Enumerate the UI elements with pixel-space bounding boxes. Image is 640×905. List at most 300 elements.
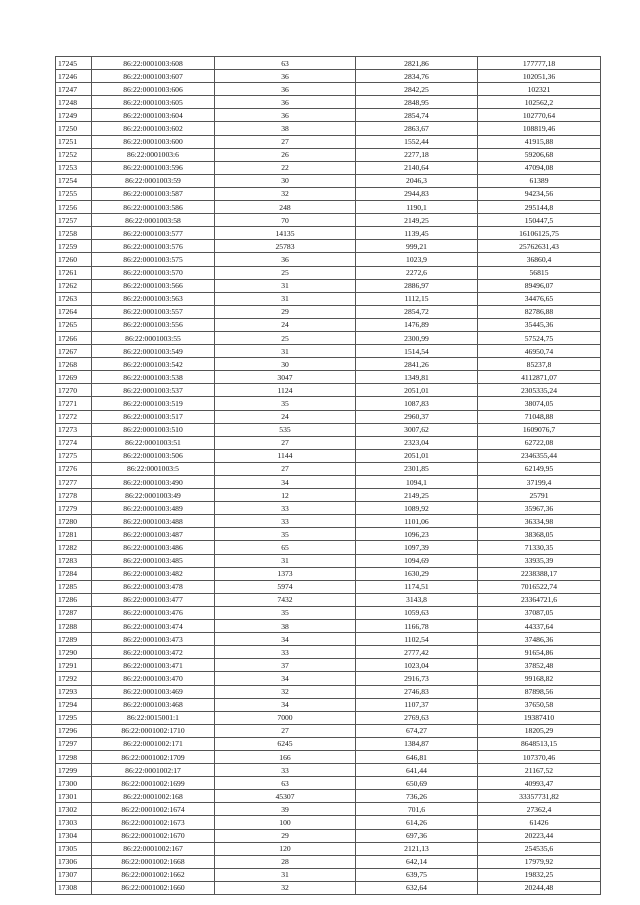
row-number-cell: 17285 bbox=[56, 580, 92, 593]
cadastral-number-cell: 86:22:0001003:486 bbox=[92, 541, 215, 554]
cadastral-number-cell: 86:22:0001003:596 bbox=[92, 161, 215, 174]
cadastral-value-cell: 23364721,6 bbox=[478, 593, 601, 606]
row-number-cell: 17268 bbox=[56, 358, 92, 371]
cadastral-value-cell: 25791 bbox=[478, 489, 601, 502]
cadastral-number-cell: 86:22:0001003:575 bbox=[92, 253, 215, 266]
cadastral-value-cell: 85237,8 bbox=[478, 358, 601, 371]
row-number-cell: 17270 bbox=[56, 384, 92, 397]
area-cell: 27 bbox=[215, 724, 356, 737]
area-cell: 248 bbox=[215, 201, 356, 214]
cadastral-value-cell: 59206,68 bbox=[478, 148, 601, 161]
area-cell: 34 bbox=[215, 476, 356, 489]
row-number-cell: 17256 bbox=[56, 201, 92, 214]
area-cell: 25 bbox=[215, 331, 356, 344]
cadastral-number-cell: 86:22:0001003:55 bbox=[92, 331, 215, 344]
unit-value-cell: 1097,39 bbox=[356, 541, 478, 554]
row-number-cell: 17273 bbox=[56, 423, 92, 436]
unit-value-cell: 2301,85 bbox=[356, 462, 478, 475]
cadastral-number-cell: 86:22:0001002:167 bbox=[92, 842, 215, 855]
cadastral-number-cell: 86:22:0001003:469 bbox=[92, 685, 215, 698]
cadastral-number-cell: 86:22:0001003:482 bbox=[92, 567, 215, 580]
cadastral-value-cell: 44337,64 bbox=[478, 620, 601, 633]
row-number-cell: 17262 bbox=[56, 279, 92, 292]
cadastral-number-cell: 86:22:0001003:587 bbox=[92, 187, 215, 200]
row-number-cell: 17279 bbox=[56, 502, 92, 515]
row-number-cell: 17277 bbox=[56, 476, 92, 489]
row-number-cell: 17261 bbox=[56, 266, 92, 279]
table-row bbox=[56, 672, 601, 685]
table-row bbox=[56, 423, 601, 436]
cadastral-number-cell: 86:22:0001003:557 bbox=[92, 305, 215, 318]
row-number-cell: 17283 bbox=[56, 554, 92, 567]
unit-value-cell: 2272,6 bbox=[356, 266, 478, 279]
area-cell: 24 bbox=[215, 410, 356, 423]
unit-value-cell: 2300,99 bbox=[356, 331, 478, 344]
unit-value-cell: 697,36 bbox=[356, 829, 478, 842]
table-row bbox=[56, 266, 601, 279]
cadastral-value-cell: 89496,07 bbox=[478, 279, 601, 292]
cadastral-number-cell: 86:22:0001002:168 bbox=[92, 790, 215, 803]
unit-value-cell: 1094,1 bbox=[356, 476, 478, 489]
area-cell: 29 bbox=[215, 829, 356, 842]
table-row bbox=[56, 777, 601, 790]
table-row bbox=[56, 227, 601, 240]
area-cell: 65 bbox=[215, 541, 356, 554]
cadastral-value-cell: 108819,46 bbox=[478, 122, 601, 135]
cadastral-value-cell: 62149,95 bbox=[478, 462, 601, 475]
area-cell: 27 bbox=[215, 135, 356, 148]
row-number-cell: 17295 bbox=[56, 711, 92, 724]
cadastral-value-cell: 35445,36 bbox=[478, 318, 601, 331]
unit-value-cell: 1023,04 bbox=[356, 659, 478, 672]
cadastral-value-cell: 2346355,44 bbox=[478, 449, 601, 462]
unit-value-cell: 1384,87 bbox=[356, 737, 478, 750]
area-cell: 1373 bbox=[215, 567, 356, 580]
table-row bbox=[56, 240, 601, 253]
cadastral-number-cell: 86:22:0001002:171 bbox=[92, 737, 215, 750]
cadastral-number-cell: 86:22:0001002:1668 bbox=[92, 855, 215, 868]
cadastral-number-cell: 86:22:0001003:605 bbox=[92, 96, 215, 109]
row-number-cell: 17287 bbox=[56, 606, 92, 619]
area-cell: 36 bbox=[215, 253, 356, 266]
cadastral-value-cell: 19832,25 bbox=[478, 868, 601, 881]
area-cell: 32 bbox=[215, 187, 356, 200]
cadastral-value-cell: 40993,47 bbox=[478, 777, 601, 790]
unit-value-cell: 1107,37 bbox=[356, 698, 478, 711]
cadastral-number-cell: 86:22:0001003:474 bbox=[92, 620, 215, 633]
cadastral-value-cell: 17979,92 bbox=[478, 855, 601, 868]
unit-value-cell: 999,21 bbox=[356, 240, 478, 253]
cadastral-number-cell: 86:22:0001002:1660 bbox=[92, 881, 215, 894]
cadastral-value-cell: 7016522,74 bbox=[478, 580, 601, 593]
unit-value-cell: 642,14 bbox=[356, 855, 478, 868]
unit-value-cell: 1089,92 bbox=[356, 502, 478, 515]
area-cell: 38 bbox=[215, 122, 356, 135]
unit-value-cell: 2854,74 bbox=[356, 109, 478, 122]
cadastral-value-cell: 36860,4 bbox=[478, 253, 601, 266]
cadastral-number-cell: 86:22:0001003:487 bbox=[92, 528, 215, 541]
row-number-cell: 17284 bbox=[56, 567, 92, 580]
unit-value-cell: 674,27 bbox=[356, 724, 478, 737]
unit-value-cell: 614,26 bbox=[356, 816, 478, 829]
cadastral-number-cell: 86:22:0001003:477 bbox=[92, 593, 215, 606]
row-number-cell: 17282 bbox=[56, 541, 92, 554]
row-number-cell: 17304 bbox=[56, 829, 92, 842]
row-number-cell: 17286 bbox=[56, 593, 92, 606]
row-number-cell: 17288 bbox=[56, 620, 92, 633]
table-row bbox=[56, 881, 601, 894]
unit-value-cell: 2746,83 bbox=[356, 685, 478, 698]
table-row bbox=[56, 868, 601, 881]
row-number-cell: 17266 bbox=[56, 331, 92, 344]
row-number-cell: 17257 bbox=[56, 214, 92, 227]
table-row bbox=[56, 764, 601, 777]
unit-value-cell: 1102,54 bbox=[356, 633, 478, 646]
cadastral-number-cell: 86:22:0001003:506 bbox=[92, 449, 215, 462]
row-number-cell: 17255 bbox=[56, 187, 92, 200]
cadastral-value-cell: 27362,4 bbox=[478, 803, 601, 816]
table-row bbox=[56, 318, 601, 331]
unit-value-cell: 2149,25 bbox=[356, 214, 478, 227]
unit-value-cell: 2916,73 bbox=[356, 672, 478, 685]
unit-value-cell: 1552,44 bbox=[356, 135, 478, 148]
area-cell: 45307 bbox=[215, 790, 356, 803]
area-cell: 30 bbox=[215, 174, 356, 187]
row-number-cell: 17307 bbox=[56, 868, 92, 881]
cadastral-number-cell: 86:22:0001003:478 bbox=[92, 580, 215, 593]
cadastral-value-cell: 102321 bbox=[478, 83, 601, 96]
row-number-cell: 17252 bbox=[56, 148, 92, 161]
unit-value-cell: 1112,15 bbox=[356, 292, 478, 305]
cadastral-value-cell: 177777,18 bbox=[478, 57, 601, 70]
cadastral-number-cell: 86:22:0001003:604 bbox=[92, 109, 215, 122]
cadastral-value-cell: 33357731,82 bbox=[478, 790, 601, 803]
cadastral-value-cell: 295144,8 bbox=[478, 201, 601, 214]
unit-value-cell: 3007,62 bbox=[356, 423, 478, 436]
unit-value-cell: 1190,1 bbox=[356, 201, 478, 214]
cadastral-number-cell: 86:22:0001003:51 bbox=[92, 436, 215, 449]
area-cell: 31 bbox=[215, 292, 356, 305]
area-cell: 70 bbox=[215, 214, 356, 227]
row-number-cell: 17248 bbox=[56, 96, 92, 109]
cadastral-number-cell: 86:22:0001003:606 bbox=[92, 83, 215, 96]
area-cell: 1124 bbox=[215, 384, 356, 397]
row-number-cell: 17245 bbox=[56, 57, 92, 70]
row-number-cell: 17247 bbox=[56, 83, 92, 96]
unit-value-cell: 2821,86 bbox=[356, 57, 478, 70]
area-cell: 34 bbox=[215, 633, 356, 646]
table-row bbox=[56, 371, 601, 384]
row-number-cell: 17294 bbox=[56, 698, 92, 711]
table-row bbox=[56, 515, 601, 528]
cadastral-value-cell: 33935,39 bbox=[478, 554, 601, 567]
cadastral-value-cell: 46950,74 bbox=[478, 345, 601, 358]
area-cell: 35 bbox=[215, 528, 356, 541]
area-cell: 31 bbox=[215, 279, 356, 292]
table-row bbox=[56, 292, 601, 305]
cadastral-number-cell: 86:22:0001003:542 bbox=[92, 358, 215, 371]
cadastral-number-cell: 86:22:0015001:1 bbox=[92, 711, 215, 724]
cadastral-value-cell: 61426 bbox=[478, 816, 601, 829]
cadastral-value-cell: 1609076,7 bbox=[478, 423, 601, 436]
cadastral-value-cell: 62722,08 bbox=[478, 436, 601, 449]
unit-value-cell: 2051,01 bbox=[356, 384, 478, 397]
area-cell: 7432 bbox=[215, 593, 356, 606]
cadastral-value-cell: 20244,48 bbox=[478, 881, 601, 894]
table-row bbox=[56, 57, 601, 70]
cadastral-number-cell: 86:22:0001002:1673 bbox=[92, 816, 215, 829]
table-row bbox=[56, 633, 601, 646]
unit-value-cell: 3143,8 bbox=[356, 593, 478, 606]
row-number-cell: 17303 bbox=[56, 816, 92, 829]
unit-value-cell: 2121,13 bbox=[356, 842, 478, 855]
table-row bbox=[56, 83, 601, 96]
area-cell: 6245 bbox=[215, 737, 356, 750]
row-number-cell: 17301 bbox=[56, 790, 92, 803]
cadastral-number-cell: 86:22:0001003:608 bbox=[92, 57, 215, 70]
cadastral-number-cell: 86:22:0001003:58 bbox=[92, 214, 215, 227]
cadastral-number-cell: 86:22:0001002:1670 bbox=[92, 829, 215, 842]
row-number-cell: 17272 bbox=[56, 410, 92, 423]
table-row bbox=[56, 345, 601, 358]
cadastral-value-cell: 41915,88 bbox=[478, 135, 601, 148]
row-number-cell: 17274 bbox=[56, 436, 92, 449]
table-row bbox=[56, 580, 601, 593]
unit-value-cell: 641,44 bbox=[356, 764, 478, 777]
row-number-cell: 17275 bbox=[56, 449, 92, 462]
area-cell: 166 bbox=[215, 750, 356, 763]
table-row bbox=[56, 174, 601, 187]
area-cell: 28 bbox=[215, 855, 356, 868]
cadastral-value-cell: 18205,29 bbox=[478, 724, 601, 737]
area-cell: 31 bbox=[215, 345, 356, 358]
row-number-cell: 17292 bbox=[56, 672, 92, 685]
cadastral-value-cell: 38368,05 bbox=[478, 528, 601, 541]
cadastral-number-cell: 86:22:0001003:59 bbox=[92, 174, 215, 187]
cadastral-value-cell: 37486,36 bbox=[478, 633, 601, 646]
cadastral-value-cell: 61389 bbox=[478, 174, 601, 187]
cadastral-number-cell: 86:22:0001003:586 bbox=[92, 201, 215, 214]
cadastral-number-cell: 86:22:0001003:485 bbox=[92, 554, 215, 567]
area-cell: 39 bbox=[215, 803, 356, 816]
cadastral-value-cell: 21167,52 bbox=[478, 764, 601, 777]
unit-value-cell: 2323,04 bbox=[356, 436, 478, 449]
row-number-cell: 17260 bbox=[56, 253, 92, 266]
row-number-cell: 17290 bbox=[56, 646, 92, 659]
row-number-cell: 17250 bbox=[56, 122, 92, 135]
row-number-cell: 17249 bbox=[56, 109, 92, 122]
cadastral-number-cell: 86:22:0001002:1674 bbox=[92, 803, 215, 816]
area-cell: 63 bbox=[215, 57, 356, 70]
cadastral-number-cell: 86:22:0001002:1709 bbox=[92, 750, 215, 763]
cadastral-number-cell: 86:22:0001003:6 bbox=[92, 148, 215, 161]
cadastral-value-cell: 107370,46 bbox=[478, 750, 601, 763]
cadastral-number-cell: 86:22:0001003:489 bbox=[92, 502, 215, 515]
unit-value-cell: 639,75 bbox=[356, 868, 478, 881]
area-cell: 22 bbox=[215, 161, 356, 174]
table-row bbox=[56, 620, 601, 633]
unit-value-cell: 1094,69 bbox=[356, 554, 478, 567]
table-row bbox=[56, 737, 601, 750]
area-cell: 33 bbox=[215, 502, 356, 515]
area-cell: 27 bbox=[215, 462, 356, 475]
cadastral-value-cell: 37199,4 bbox=[478, 476, 601, 489]
table-row bbox=[56, 201, 601, 214]
cadastral-value-cell: 37852,48 bbox=[478, 659, 601, 672]
table-row bbox=[56, 476, 601, 489]
cadastral-value-cell: 71330,35 bbox=[478, 541, 601, 554]
cadastral-number-cell: 86:22:0001003:537 bbox=[92, 384, 215, 397]
area-cell: 63 bbox=[215, 777, 356, 790]
table-row bbox=[56, 70, 601, 83]
row-number-cell: 17269 bbox=[56, 371, 92, 384]
cadastral-number-cell: 86:22:0001003:49 bbox=[92, 489, 215, 502]
row-number-cell: 17302 bbox=[56, 803, 92, 816]
area-cell: 33 bbox=[215, 646, 356, 659]
unit-value-cell: 1023,9 bbox=[356, 253, 478, 266]
cadastral-number-cell: 86:22:0001003:473 bbox=[92, 633, 215, 646]
area-cell: 36 bbox=[215, 70, 356, 83]
cadastral-number-cell: 86:22:0001003:476 bbox=[92, 606, 215, 619]
cadastral-value-cell: 4112871,07 bbox=[478, 371, 601, 384]
table-row bbox=[56, 489, 601, 502]
table-row bbox=[56, 253, 601, 266]
table-row bbox=[56, 724, 601, 737]
area-cell: 32 bbox=[215, 881, 356, 894]
row-number-cell: 17306 bbox=[56, 855, 92, 868]
row-number-cell: 17263 bbox=[56, 292, 92, 305]
table-row bbox=[56, 436, 601, 449]
row-number-cell: 17259 bbox=[56, 240, 92, 253]
unit-value-cell: 1096,23 bbox=[356, 528, 478, 541]
row-number-cell: 17281 bbox=[56, 528, 92, 541]
table-row bbox=[56, 554, 601, 567]
table-row bbox=[56, 410, 601, 423]
table-row bbox=[56, 567, 601, 580]
area-cell: 38 bbox=[215, 620, 356, 633]
unit-value-cell: 2149,25 bbox=[356, 489, 478, 502]
table-row bbox=[56, 109, 601, 122]
cadastral-value-cell: 8648513,15 bbox=[478, 737, 601, 750]
area-cell: 29 bbox=[215, 305, 356, 318]
table-row bbox=[56, 161, 601, 174]
area-cell: 37 bbox=[215, 659, 356, 672]
table-row bbox=[56, 214, 601, 227]
row-number-cell: 17291 bbox=[56, 659, 92, 672]
table-row bbox=[56, 685, 601, 698]
table-row bbox=[56, 148, 601, 161]
row-number-cell: 17267 bbox=[56, 345, 92, 358]
row-number-cell: 17246 bbox=[56, 70, 92, 83]
row-number-cell: 17271 bbox=[56, 397, 92, 410]
table-row bbox=[56, 462, 601, 475]
table-row bbox=[56, 606, 601, 619]
table-row bbox=[56, 331, 601, 344]
area-cell: 36 bbox=[215, 109, 356, 122]
row-number-cell: 17264 bbox=[56, 305, 92, 318]
table-body bbox=[56, 57, 601, 895]
table-row bbox=[56, 528, 601, 541]
unit-value-cell: 2854,72 bbox=[356, 305, 478, 318]
table-row bbox=[56, 646, 601, 659]
unit-value-cell: 2769,63 bbox=[356, 711, 478, 724]
unit-value-cell: 2848,95 bbox=[356, 96, 478, 109]
unit-value-cell: 2842,25 bbox=[356, 83, 478, 96]
unit-value-cell: 1349,81 bbox=[356, 371, 478, 384]
cadastral-value-cell: 47094,08 bbox=[478, 161, 601, 174]
row-number-cell: 17299 bbox=[56, 764, 92, 777]
table-row bbox=[56, 384, 601, 397]
cadastral-number-cell: 86:22:0001003:570 bbox=[92, 266, 215, 279]
cadastral-number-cell: 86:22:0001003:472 bbox=[92, 646, 215, 659]
row-number-cell: 17289 bbox=[56, 633, 92, 646]
unit-value-cell: 2777,42 bbox=[356, 646, 478, 659]
unit-value-cell: 646,81 bbox=[356, 750, 478, 763]
unit-value-cell: 2863,67 bbox=[356, 122, 478, 135]
table-row bbox=[56, 358, 601, 371]
cadastral-number-cell: 86:22:0001003:510 bbox=[92, 423, 215, 436]
area-cell: 26 bbox=[215, 148, 356, 161]
unit-value-cell: 1139,45 bbox=[356, 227, 478, 240]
cadastral-value-cell: 2238388,17 bbox=[478, 567, 601, 580]
area-cell: 27 bbox=[215, 436, 356, 449]
cadastral-value-cell: 2305335,24 bbox=[478, 384, 601, 397]
area-cell: 32 bbox=[215, 685, 356, 698]
table-row bbox=[56, 750, 601, 763]
cadastral-number-cell: 86:22:0001003:556 bbox=[92, 318, 215, 331]
area-cell: 24 bbox=[215, 318, 356, 331]
row-number-cell: 17258 bbox=[56, 227, 92, 240]
cadastral-value-cell: 37650,58 bbox=[478, 698, 601, 711]
table-row bbox=[56, 659, 601, 672]
row-number-cell: 17305 bbox=[56, 842, 92, 855]
row-number-cell: 17276 bbox=[56, 462, 92, 475]
cadastral-number-cell: 86:22:0001003:566 bbox=[92, 279, 215, 292]
cadastral-value-cell: 35967,36 bbox=[478, 502, 601, 515]
table-row bbox=[56, 842, 601, 855]
area-cell: 12 bbox=[215, 489, 356, 502]
unit-value-cell: 1630,29 bbox=[356, 567, 478, 580]
cadastral-value-cell: 20223,44 bbox=[478, 829, 601, 842]
cadastral-value-table bbox=[55, 56, 601, 895]
cadastral-value-cell: 87898,56 bbox=[478, 685, 601, 698]
area-cell: 33 bbox=[215, 764, 356, 777]
cadastral-value-cell: 34476,65 bbox=[478, 292, 601, 305]
cadastral-value-cell: 57524,75 bbox=[478, 331, 601, 344]
unit-value-cell: 1166,78 bbox=[356, 620, 478, 633]
unit-value-cell: 2834,76 bbox=[356, 70, 478, 83]
table-row bbox=[56, 790, 601, 803]
area-cell: 120 bbox=[215, 842, 356, 855]
cadastral-value-cell: 91654,86 bbox=[478, 646, 601, 659]
unit-value-cell: 2046,3 bbox=[356, 174, 478, 187]
cadastral-number-cell: 86:22:0001003:549 bbox=[92, 345, 215, 358]
area-cell: 31 bbox=[215, 868, 356, 881]
cadastral-value-cell: 16106125,75 bbox=[478, 227, 601, 240]
unit-value-cell: 1174,51 bbox=[356, 580, 478, 593]
table-row bbox=[56, 541, 601, 554]
row-number-cell: 17308 bbox=[56, 881, 92, 894]
cadastral-number-cell: 86:22:0001003:5 bbox=[92, 462, 215, 475]
cadastral-value-cell: 36334,98 bbox=[478, 515, 601, 528]
cadastral-number-cell: 86:22:0001003:471 bbox=[92, 659, 215, 672]
unit-value-cell: 1059,63 bbox=[356, 606, 478, 619]
unit-value-cell: 632,64 bbox=[356, 881, 478, 894]
cadastral-value-cell: 71048,88 bbox=[478, 410, 601, 423]
area-cell: 3047 bbox=[215, 371, 356, 384]
unit-value-cell: 2051,01 bbox=[356, 449, 478, 462]
row-number-cell: 17280 bbox=[56, 515, 92, 528]
